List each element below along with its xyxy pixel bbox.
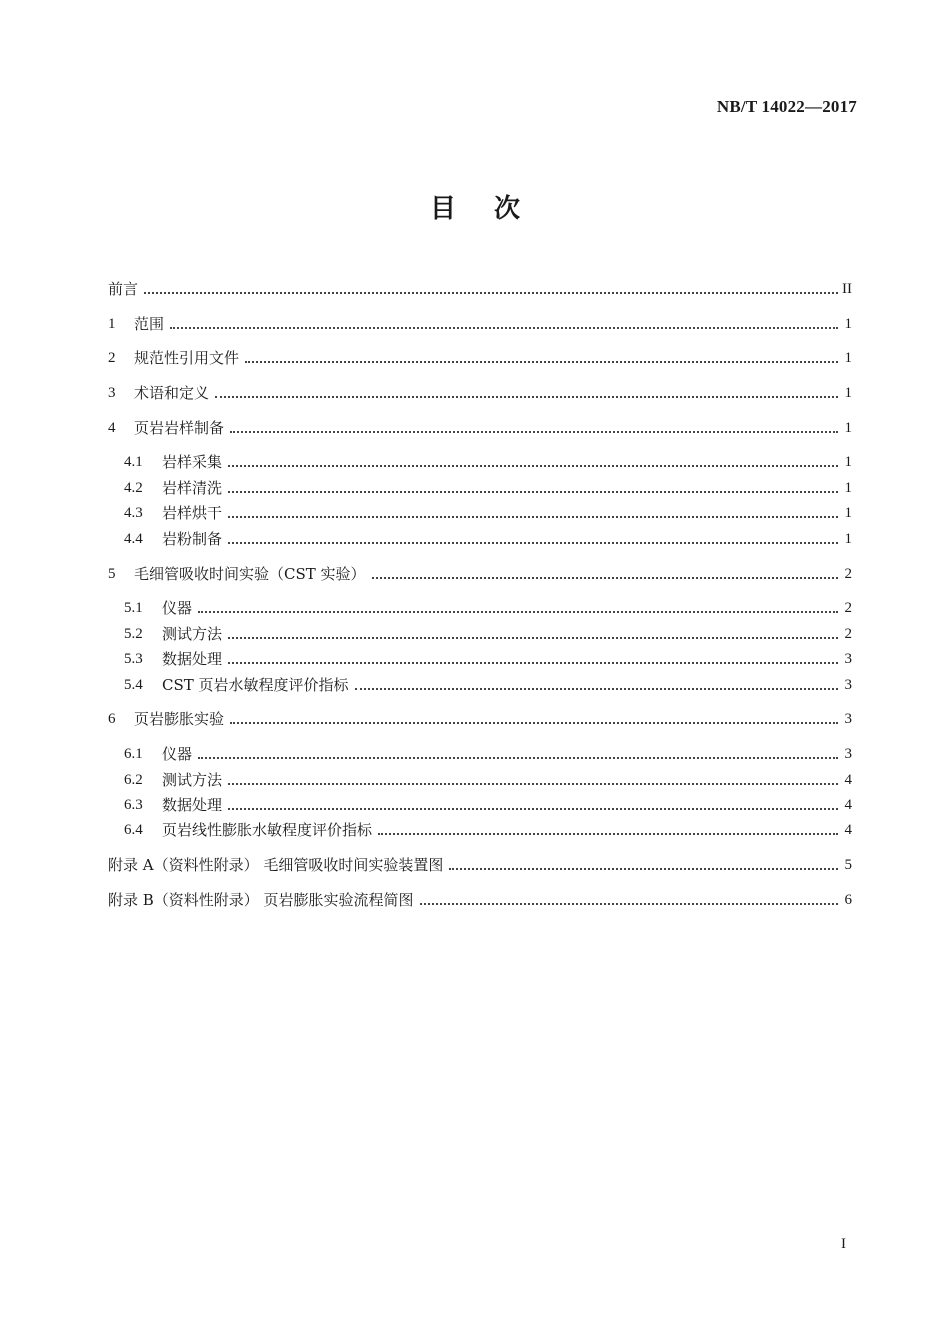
toc-entry-label: 仪器 bbox=[162, 745, 193, 763]
table-of-contents bbox=[108, 0, 852, 1335]
dot-leader bbox=[230, 722, 838, 724]
toc-entry-number: 6.2 bbox=[124, 772, 143, 788]
toc-entry-label: 前言 bbox=[108, 280, 139, 298]
dot-leader bbox=[144, 292, 838, 294]
toc-entry-number: 3 bbox=[108, 385, 116, 401]
toc-entry-label: 范围 bbox=[134, 315, 165, 333]
toc-entry-page: 3 bbox=[844, 711, 852, 727]
toc-entry-foreword[interactable] bbox=[108, 278, 852, 300]
toc-entry-page: 2 bbox=[844, 566, 852, 582]
toc-entry-2[interactable] bbox=[108, 347, 852, 369]
toc-entry-6-3[interactable] bbox=[124, 794, 852, 816]
toc-entry-label: 毛细管吸收时间实验（CST 实验） bbox=[134, 565, 366, 583]
toc-entry-number: 6.4 bbox=[124, 822, 143, 838]
toc-entry-6-4[interactable] bbox=[124, 819, 852, 841]
toc-entry-label: 页岩膨胀实验 bbox=[134, 710, 225, 728]
toc-entry-page: 5 bbox=[844, 857, 852, 873]
toc-entry-4-2[interactable] bbox=[124, 477, 852, 499]
dot-leader bbox=[228, 491, 838, 493]
toc-entry-page: 1 bbox=[844, 316, 852, 332]
dot-leader bbox=[170, 327, 838, 329]
toc-entry-4-4[interactable] bbox=[124, 528, 852, 550]
toc-entry-number: 4.1 bbox=[124, 454, 143, 470]
toc-entry-label: 页岩岩样制备 bbox=[134, 419, 225, 437]
dot-leader bbox=[228, 783, 838, 785]
standard-code: NB/T 14022—2017 bbox=[716, 97, 857, 116]
toc-entry-page: 1 bbox=[844, 420, 852, 436]
dot-leader bbox=[228, 662, 838, 664]
toc-entry-page: 3 bbox=[844, 677, 852, 693]
toc-entry-5-4[interactable] bbox=[124, 674, 852, 696]
dot-leader bbox=[228, 637, 838, 639]
dot-leader bbox=[230, 431, 838, 433]
toc-entry-3[interactable] bbox=[108, 382, 852, 404]
dot-leader bbox=[449, 868, 838, 870]
toc-entry-label: 岩粉制备 bbox=[162, 530, 223, 548]
toc-entry-page: 4 bbox=[844, 797, 852, 813]
dot-leader bbox=[228, 516, 838, 518]
toc-entry-page: 3 bbox=[844, 746, 852, 762]
dot-leader bbox=[372, 577, 838, 579]
toc-entry-label: 测试方法 bbox=[162, 771, 223, 789]
dot-leader bbox=[228, 808, 838, 810]
toc-entry-page: 1 bbox=[844, 454, 852, 470]
toc-entry-5-1[interactable] bbox=[124, 597, 852, 619]
toc-entry-label: 术语和定义 bbox=[134, 384, 210, 402]
toc-entry-page: 1 bbox=[844, 505, 852, 521]
toc-entry-appendix-b[interactable] bbox=[108, 889, 852, 911]
dot-leader bbox=[228, 465, 838, 467]
dot-leader bbox=[420, 903, 838, 905]
toc-entry-number: 4.3 bbox=[124, 505, 143, 521]
toc-entry-page: 1 bbox=[844, 385, 852, 401]
dot-leader bbox=[355, 688, 838, 690]
toc-entry-number: 5.1 bbox=[124, 600, 143, 616]
toc-entry-6[interactable] bbox=[108, 708, 852, 730]
toc-entry-number: 6 bbox=[108, 711, 116, 727]
toc-entry-4-1[interactable] bbox=[124, 451, 852, 473]
toc-entry-page: 1 bbox=[844, 350, 852, 366]
toc-entry-number: 6.1 bbox=[124, 746, 143, 762]
toc-entry-page: 4 bbox=[844, 772, 852, 788]
toc-entry-6-2[interactable] bbox=[124, 769, 852, 791]
toc-entry-label: 页岩线性膨胀水敏程度评价指标 bbox=[162, 821, 373, 839]
toc-entry-number: 4.2 bbox=[124, 480, 143, 496]
toc-entry-number: 5 bbox=[108, 566, 116, 582]
dot-leader bbox=[198, 611, 838, 613]
dot-leader bbox=[228, 542, 838, 544]
toc-entry-page: 3 bbox=[844, 651, 852, 667]
toc-entry-label: 数据处理 bbox=[162, 650, 223, 668]
toc-entry-6-1[interactable] bbox=[124, 743, 852, 765]
toc-entry-5-2[interactable] bbox=[124, 623, 852, 645]
dot-leader bbox=[215, 396, 838, 398]
toc-entry-label: 岩样清洗 bbox=[162, 479, 223, 497]
toc-entry-page: 2 bbox=[844, 600, 852, 616]
toc-entry-page: II bbox=[842, 281, 852, 297]
toc-entry-number: 6.3 bbox=[124, 797, 143, 813]
page-number: I bbox=[841, 1236, 846, 1252]
toc-entry-number: 5.2 bbox=[124, 626, 143, 642]
toc-entry-label: 仪器 bbox=[162, 599, 193, 617]
dot-leader bbox=[198, 757, 838, 759]
toc-entry-number: 5.4 bbox=[124, 677, 143, 693]
toc-entry-5[interactable] bbox=[108, 563, 852, 585]
dot-leader bbox=[245, 361, 838, 363]
toc-entry-label: CST 页岩水敏程度评价指标 bbox=[162, 676, 349, 694]
toc-entry-label: 测试方法 bbox=[162, 625, 223, 643]
toc-entry-page: 1 bbox=[844, 480, 852, 496]
toc-entry-label: 岩样烘干 bbox=[162, 504, 223, 522]
toc-entry-5-3[interactable] bbox=[124, 648, 852, 670]
toc-entry-label: 附录 A（资料性附录） 毛细管吸收时间实验装置图 bbox=[108, 856, 444, 874]
page-title: 目次 bbox=[429, 194, 558, 224]
toc-entry-4-3[interactable] bbox=[124, 502, 852, 524]
toc-entry-label: 规范性引用文件 bbox=[134, 349, 240, 367]
toc-entry-number: 4 bbox=[108, 420, 116, 436]
toc-entry-page: 4 bbox=[844, 822, 852, 838]
toc-entry-label: 附录 B（资料性附录） 页岩膨胀实验流程简图 bbox=[108, 891, 414, 909]
toc-entry-number: 1 bbox=[108, 316, 116, 332]
toc-entry-number: 4.4 bbox=[124, 531, 143, 547]
toc-entry-label: 数据处理 bbox=[162, 796, 223, 814]
toc-entry-page: 1 bbox=[844, 531, 852, 547]
toc-entry-label: 岩样采集 bbox=[162, 453, 223, 471]
dot-leader bbox=[378, 833, 838, 835]
toc-entry-number: 2 bbox=[108, 350, 116, 366]
toc-entry-page: 2 bbox=[844, 626, 852, 642]
toc-entry-number: 5.3 bbox=[124, 651, 143, 667]
toc-entry-page: 6 bbox=[844, 892, 852, 908]
toc-entry-1[interactable] bbox=[108, 313, 852, 335]
toc-entry-4[interactable] bbox=[108, 417, 852, 439]
toc-entry-appendix-a[interactable] bbox=[108, 854, 852, 876]
